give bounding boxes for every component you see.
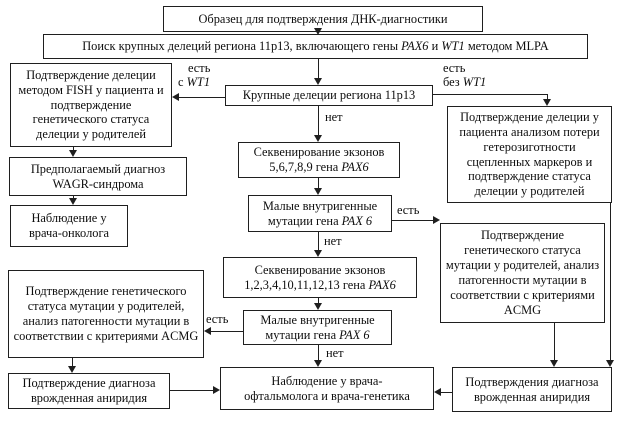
seq1-text: Секвенирование экзонов 5,6,7,8,9 гена <box>253 145 385 174</box>
label-without-wt1 <box>443 75 486 89</box>
arrow-large-to-fish-head <box>172 93 179 101</box>
box-confirm-right-text: Подтверждения диагноза врожденная аниридия <box>465 374 599 404</box>
box-sample-text: Образец для подтверждения ДНК-диагностики <box>198 11 448 26</box>
arrow-wagr-to-oncologist-head <box>69 198 77 205</box>
arrow-small2-to-observe-head <box>314 360 322 367</box>
box-small1-text <box>252 199 388 229</box>
box-acmg-right-text: Подтверждение генетического статуса мутации у родителей, анализ патогенности мутации в соответствии с критериями ACMG <box>445 228 600 317</box>
box-fish-text: Подтверждение делеции методом FISH у пациента и подтверждение генетического статуса делеции у родителей <box>18 67 164 142</box>
box-observe-text <box>244 374 410 404</box>
mlpa-text-2: и <box>428 39 442 54</box>
arrow-acmg-right-to-confirm-line <box>554 323 555 361</box>
arrow-small2-to-acmg-left-line <box>211 331 243 332</box>
arrow-fish-to-wagr-head <box>69 150 77 157</box>
label-no-3: нет <box>326 346 344 360</box>
label-with-prefix: с <box>178 75 187 90</box>
label-no-1: нет <box>325 110 343 124</box>
box-seq2-text <box>227 263 413 293</box>
arrow-large-to-seq1-line <box>318 106 319 136</box>
arrow-small1-to-acmg-right-head <box>433 216 440 224</box>
box-acmg-left <box>8 270 204 358</box>
arrow-acmg-left-to-confirm-head <box>68 366 76 373</box>
mlpa-text-1: Поиск крупных делеций региона 11p13, включающего гены <box>82 39 402 54</box>
box-seq1-text <box>242 145 396 175</box>
arrow-confirm-left-to-observe-head <box>213 386 220 394</box>
box-loh-confirmation <box>447 106 612 203</box>
box-small-mutations-2 <box>243 310 392 345</box>
arrow-small2-to-acmg-left-head <box>204 327 211 335</box>
arrow-sample-to-mlpa-head <box>314 28 322 35</box>
arrow-confirm-left-to-observe-line <box>170 390 214 391</box>
box-acmg-left-text: Подтверждение генетического статуса мутации у родителей, анализ патогенности мутации в соответствии с критериями ACMG <box>13 284 199 343</box>
box-seq-exons-5-9 <box>238 142 400 178</box>
arrow-seq2-to-small2-head <box>314 303 322 310</box>
label-yes-without-wt1 <box>443 61 486 90</box>
gene-pax6: PAX6 <box>401 39 429 54</box>
gene-pax6: PAX 6 <box>341 213 373 228</box>
label-yes-3: есть <box>206 312 229 326</box>
arrow-small1-to-seq2-line <box>318 232 319 251</box>
arrow-confirm-right-to-observe-head <box>434 388 441 396</box>
arrow-large-to-seq1-head <box>314 135 322 142</box>
box-acmg-right <box>440 223 605 323</box>
box-wagr-diagnosis <box>9 157 187 196</box>
box-confirm-diagnosis-left <box>8 373 170 409</box>
box-observation-final <box>220 367 434 410</box>
label-without-prefix: без <box>443 75 463 90</box>
seq2-text: Секвенирование экзонов 1,2,3,4,10,11,12,13 гена <box>244 262 386 292</box>
arrow-loh-to-confirm-right-line <box>610 203 611 361</box>
gene-wt1: WT1 <box>186 75 211 90</box>
box-large-deletions <box>225 85 433 106</box>
label-yes-with-wt1 <box>178 61 210 90</box>
label-yes: есть <box>443 61 466 75</box>
box-confirm-left-text: Подтверждение диагноза врожденная аниридия <box>22 376 156 405</box>
small2-text: Малые внутригенные мутации гена <box>260 312 375 342</box>
box-sample <box>163 6 483 32</box>
arrow-large-to-loh-hline <box>433 94 548 95</box>
label-with-wt1 <box>178 75 210 89</box>
box-mlpa-text <box>82 39 549 54</box>
box-loh-text: Подтверждение делеции у пациента анализом потери гетерозиготности сцепленных маркеров и подтверждение статуса делеции у родителей <box>459 109 600 199</box>
box-small-mutations-1 <box>248 195 392 232</box>
label-yes-2: есть <box>397 203 420 217</box>
box-fish-confirmation <box>10 63 172 147</box>
gene-pax6: PAX6 <box>341 160 369 174</box>
box-oncologist-text: Наблюдение у врача-онколога <box>28 211 110 240</box>
arrow-large-to-loh-head <box>543 99 551 106</box>
arrow-confirm-right-to-observe-line <box>441 392 452 393</box>
arrow-acmg-right-to-confirm-head <box>550 360 558 367</box>
observe-line-2: офтальмолога и врача-генетика <box>244 388 410 403</box>
box-mlpa-search <box>43 34 588 59</box>
small1-text: Малые внутригенные мутации гена <box>262 198 378 228</box>
box-large-deletions-text: Крупные делеции региона 11p13 <box>242 88 416 103</box>
arrow-mlpa-to-large-head <box>314 78 322 85</box>
arrow-mlpa-to-large-line <box>318 59 319 79</box>
gene-pax6: PAX6 <box>368 277 396 292</box>
arrow-small1-to-seq2-head <box>314 250 322 257</box>
mlpa-text-3: методом MLPA <box>464 39 549 54</box>
box-oncologist-observation <box>10 205 128 247</box>
box-wagr-text: Предполагаемый диагноз WAGR-синдрома <box>30 161 166 191</box>
arrow-small2-to-observe-line <box>318 345 319 361</box>
arrow-seq1-to-small1-head <box>314 188 322 195</box>
arrow-large-to-fish-line <box>179 97 225 98</box>
gene-wt1: WT1 <box>441 39 465 54</box>
box-seq-exons-1-13 <box>223 257 417 298</box>
box-small2-text <box>247 313 388 343</box>
label-yes: есть <box>188 61 211 75</box>
gene-pax6: PAX 6 <box>339 327 370 342</box>
observe-line-1: Наблюдение у врача- <box>271 373 383 388</box>
box-confirm-diagnosis-right <box>452 367 612 412</box>
arrow-small1-to-acmg-right-line <box>392 220 434 221</box>
label-no-2: нет <box>324 234 342 248</box>
arrow-loh-to-confirm-right-head <box>606 360 614 367</box>
gene-wt1: WT1 <box>462 75 487 90</box>
